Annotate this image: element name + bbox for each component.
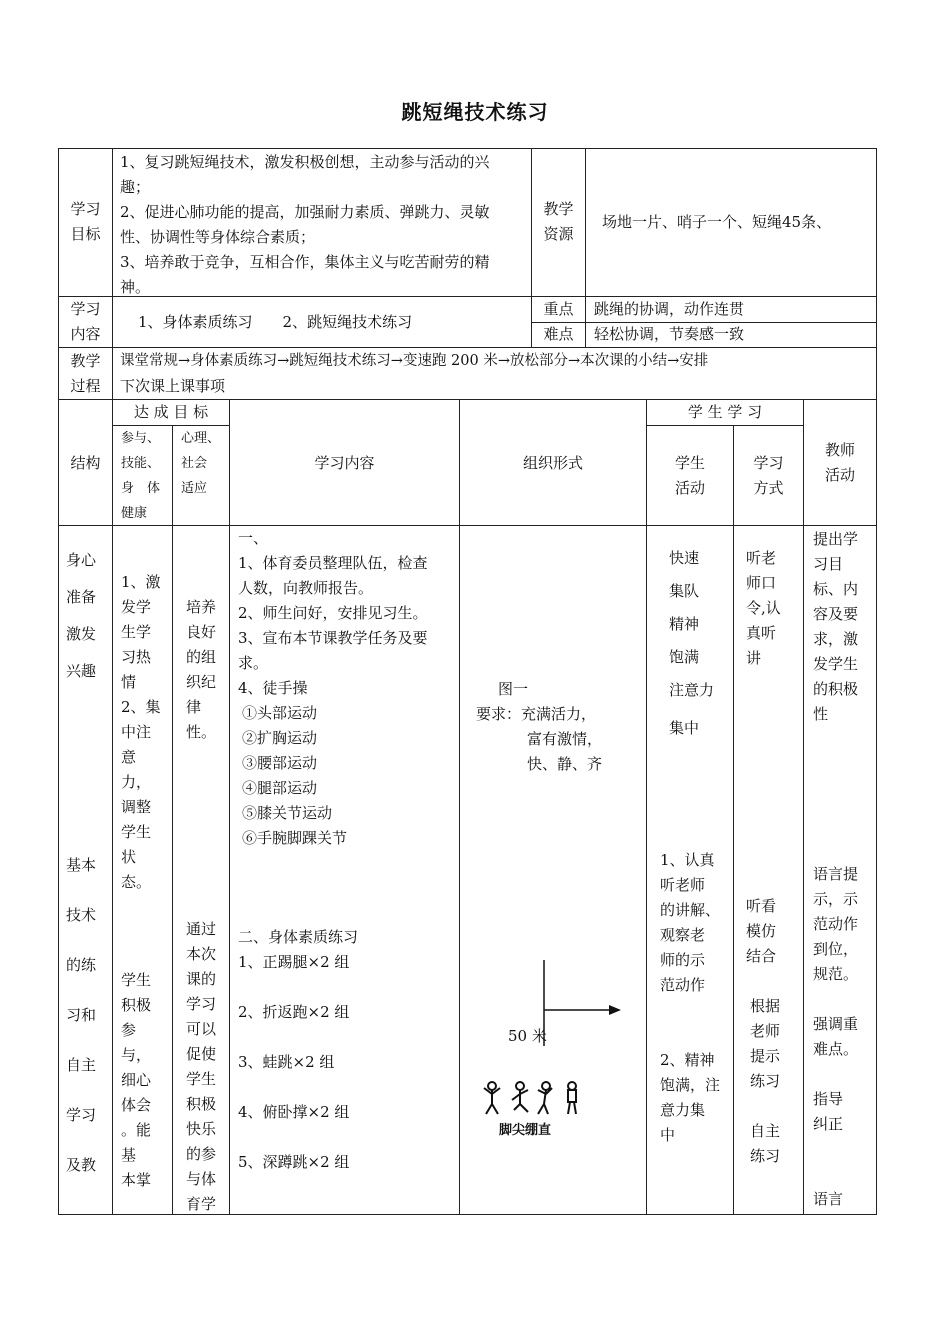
- goal1-b-line: 基: [121, 1146, 137, 1164]
- learning-method-c-line: 根据: [750, 997, 781, 1015]
- goal2-a-line: 织纪: [186, 673, 217, 691]
- student-activity-a-line: 精神: [669, 615, 700, 633]
- goal2-a-line: 的组: [186, 648, 217, 666]
- header-goal2-line: 社会: [181, 456, 208, 471]
- keypoint-label: 重点: [543, 300, 574, 318]
- goal2-a-line: 培养: [186, 598, 217, 616]
- process-line: 下次课上课事项: [120, 377, 226, 395]
- header-student-activity-1: 学生: [674, 454, 705, 472]
- header-goal1-line: 身 体: [121, 481, 161, 496]
- header-learning-method-1: 学习: [753, 454, 784, 472]
- goal2-b-line: 本次: [186, 945, 217, 963]
- learning-method-b-line: 听看: [746, 897, 777, 915]
- goal1-b-line: 本掌: [121, 1171, 152, 1189]
- header-goal1-line: 参与、: [121, 431, 161, 446]
- resources-label-1: 教学: [543, 200, 574, 218]
- goal1-a-line: 意: [121, 748, 137, 766]
- teacher-activity-b-line: 规范。: [813, 965, 859, 983]
- goal1-a-line: 2、集: [121, 698, 161, 716]
- learning-method-a-line: 令,认: [746, 599, 781, 617]
- requirement-line: 快、静、齐: [527, 755, 603, 773]
- goal2-b-line: 课的: [186, 970, 217, 988]
- header-structure: 结构: [70, 454, 101, 472]
- goal1-a-line: 情: [121, 673, 137, 691]
- structure-a-line: 兴趣: [66, 662, 97, 680]
- goal2-b-line: 促使: [186, 1045, 217, 1063]
- content-a-line: 一、: [238, 529, 269, 547]
- teacher-activity-a-line: 标、内: [813, 580, 859, 598]
- student-activity-b-line: 1、认真: [660, 851, 715, 869]
- student-activity-b-line: 2、精神: [660, 1051, 715, 1069]
- goal1-b-line: 学生: [121, 971, 152, 989]
- student-activity-a-line: 饱满: [669, 648, 700, 666]
- structure-a-line: 身心: [66, 551, 97, 569]
- goal1-a-line: 1、激: [121, 573, 161, 591]
- goal1-a-line: 生学: [121, 623, 152, 641]
- student-activity-a-line: 集中: [669, 719, 700, 737]
- objective-line: 3、培养敢于竞争，互相合作，集体主义与吃苦耐劳的精: [120, 253, 490, 271]
- content-text: 1、身体素质练习 2、跳短绳技术练习: [138, 313, 413, 331]
- goal1-b-line: 参: [121, 1021, 137, 1039]
- header-goal2-line: 适应: [181, 481, 208, 496]
- difficulty-text: 轻松协调，节奏感一致: [594, 325, 745, 343]
- goal2-b-line: 积极: [186, 1095, 217, 1113]
- header-organization: 组织形式: [522, 454, 583, 472]
- distance-label: 50 米: [508, 1027, 547, 1045]
- student-activity-a-line: 注意力: [669, 681, 715, 699]
- teacher-activity-c-line: 难点。: [813, 1040, 859, 1058]
- goal1-a-line: 学生: [121, 823, 152, 841]
- student-activity-a-line: 快速: [669, 549, 700, 567]
- teacher-activity-a-line: 求，激: [813, 630, 859, 648]
- goal1-a-line: 习热: [121, 648, 152, 666]
- jump-stick-figures-icon: [480, 1080, 590, 1120]
- content-b-line: 4、俯卧撑×2 组: [238, 1103, 350, 1121]
- structure-b-line: 基本: [66, 856, 97, 874]
- teacher-activity-a-line: 的积极: [813, 680, 859, 698]
- teacher-activity-b-line: 到位，: [813, 940, 859, 958]
- header-learning-method-2: 方式: [753, 479, 784, 497]
- header-student-group: 学 生 学 习: [687, 403, 763, 421]
- content-a-line: 求。: [238, 654, 269, 672]
- figure-label: 图一: [498, 680, 529, 698]
- goal1-a-line: 发学: [121, 598, 152, 616]
- goal2-b-line: 的参: [186, 1145, 217, 1163]
- teacher-activity-a-line: 发学生: [813, 655, 859, 673]
- goal2-b-line: 通过: [186, 920, 217, 938]
- teacher-activity-d-line: 指导: [813, 1090, 844, 1108]
- learning-method-a-line: 真听: [746, 624, 777, 642]
- header-goal1-line: 健康: [121, 506, 148, 521]
- teacher-activity-b-line: 范动作: [813, 915, 859, 933]
- teacher-activity-a-line: 提出学: [813, 530, 859, 548]
- goal1-a-line: 中注: [121, 723, 152, 741]
- resources-text: 场地一片、哨子一个、短绳45条、: [602, 213, 832, 231]
- content-b-line: 1、正踢腿×2 组: [238, 953, 350, 971]
- structure-a-line: 准备: [66, 588, 97, 606]
- goal1-b-line: 。能: [121, 1121, 152, 1139]
- goal2-a-line: 律: [186, 698, 202, 716]
- objective-line: 2、促进心肺功能的提高，加强耐力素质、弹跳力、灵敏: [120, 203, 490, 221]
- header-goal2-line: 心理、: [181, 431, 221, 446]
- objective-line: 趣；: [120, 178, 151, 196]
- goal1-a-line: 调整: [121, 798, 152, 816]
- student-activity-b-line: 饱满，注: [660, 1076, 721, 1094]
- content-a-line: ③腰部运动: [242, 754, 318, 772]
- student-activity-a-line: 集队: [669, 582, 700, 600]
- content-a-line: ②扩胸运动: [242, 729, 318, 747]
- teacher-activity-a-line: 性: [813, 705, 829, 723]
- requirement-line: 富有激情，: [527, 730, 603, 748]
- learning-method-a-line: 师口: [746, 574, 777, 592]
- objectives-label-1: 学习: [70, 200, 101, 218]
- goal1-b-line: 体会: [121, 1096, 152, 1114]
- teacher-activity-a-line: 习目: [813, 555, 844, 573]
- objective-line: 性、协调性等身体综合素质；: [120, 228, 316, 246]
- content-a-line: ①头部运动: [242, 704, 318, 722]
- goal2-b-line: 可以: [186, 1020, 217, 1038]
- header-goal1-line: 技能、: [121, 456, 161, 471]
- structure-b-line: 习和: [66, 1006, 97, 1024]
- learning-method-d-line: 练习: [750, 1147, 781, 1165]
- content-a-line: ⑥手腕脚踝关节: [242, 829, 348, 847]
- requirement-line: 要求：充满活力，: [476, 705, 597, 723]
- structure-a-line: 激发: [66, 625, 97, 643]
- structure-b-line: 技术: [66, 906, 97, 924]
- process-label-2: 过程: [70, 377, 101, 395]
- header-teacher-activity-2: 活动: [824, 466, 855, 484]
- teacher-activity-e-line: 语言: [813, 1190, 844, 1208]
- goal1-a-line: 力，: [121, 773, 152, 791]
- header-learning-content: 学习内容: [314, 454, 375, 472]
- process-label-1: 教学: [70, 352, 101, 370]
- learning-method-c-line: 老师: [750, 1022, 781, 1040]
- goal2-b-line: 育学: [186, 1195, 217, 1213]
- student-activity-b-line: 观察老: [660, 926, 706, 944]
- student-activity-b-line: 听老师: [660, 876, 706, 894]
- structure-b-line: 学习: [66, 1106, 97, 1124]
- goal2-a-line: 良好: [186, 623, 217, 641]
- resources-label-2: 资源: [543, 225, 574, 243]
- content-b-line: 2、折返跑×2 组: [238, 1003, 350, 1021]
- student-activity-b-line: 意力集: [660, 1101, 706, 1119]
- structure-b-line: 自主: [66, 1056, 97, 1074]
- student-activity-b-line: 的讲解、: [660, 901, 721, 919]
- content-a-line: 4、徒手操: [238, 679, 308, 697]
- learning-method-b-line: 结合: [746, 947, 777, 965]
- objectives-label-2: 目标: [70, 225, 101, 243]
- header-student-activity-2: 活动: [674, 479, 705, 497]
- content-a-line: 3、宣布本节课教学任务及要: [238, 629, 428, 647]
- teacher-activity-b-line: 示，示: [813, 890, 859, 908]
- goal1-b-line: 与，: [121, 1046, 152, 1064]
- goal2-b-line: 学生: [186, 1070, 217, 1088]
- run-direction-arrow: [535, 958, 625, 1048]
- teacher-activity-d-line: 纠正: [813, 1115, 844, 1133]
- goal2-b-line: 与体: [186, 1170, 217, 1188]
- goal2-b-line: 快乐: [186, 1120, 217, 1138]
- stick-figure-caption: 脚尖绷直: [499, 1123, 552, 1138]
- content-label-1: 学习: [70, 300, 101, 318]
- content-a-line: 人数，向教师报告。: [238, 579, 374, 597]
- content-a-line: 1、体育委员整理队伍，检查: [238, 554, 428, 572]
- learning-method-d-line: 自主: [750, 1122, 781, 1140]
- learning-method-c-line: 练习: [750, 1072, 781, 1090]
- objective-line: 1、复习跳短绳技术，激发积极创想，主动参与活动的兴: [120, 153, 490, 171]
- content-a-line: ⑤膝关节运动: [242, 804, 333, 822]
- goal1-b-line: 积极: [121, 996, 152, 1014]
- goal1-a-line: 状: [121, 848, 137, 866]
- header-goal-group: 达 成 目 标: [133, 403, 209, 421]
- student-activity-b-line: 范动作: [660, 976, 706, 994]
- learning-method-b-line: 模仿: [746, 922, 777, 940]
- goal1-a-line: 态。: [121, 873, 152, 891]
- learning-method-a-line: 讲: [746, 649, 762, 667]
- keypoint-text: 跳绳的协调，动作连贯: [594, 300, 745, 318]
- structure-b-line: 的练: [66, 956, 97, 974]
- learning-method-c-line: 提示: [750, 1047, 781, 1065]
- learning-method-a-line: 听老: [746, 549, 777, 567]
- teacher-activity-b-line: 语言提: [813, 865, 859, 883]
- teacher-activity-c-line: 强调重: [813, 1015, 859, 1033]
- structure-b-line: 及教: [66, 1156, 97, 1174]
- goal2-b-line: 学习: [186, 995, 217, 1013]
- content-label-2: 内容: [70, 325, 101, 343]
- page-title: 跳短绳技术练习: [401, 100, 549, 124]
- difficulty-label: 难点: [543, 325, 574, 343]
- student-activity-b-line: 中: [660, 1126, 676, 1144]
- content-b-line: 5、深蹲跳×2 组: [238, 1153, 350, 1171]
- content-b-line: 二、身体素质练习: [238, 928, 359, 946]
- content-a-line: ④腿部运动: [242, 779, 318, 797]
- content-b-line: 3、蛙跳×2 组: [238, 1053, 335, 1071]
- header-teacher-activity-1: 教师: [824, 441, 855, 459]
- objective-line: 神。: [120, 278, 151, 296]
- student-activity-b-line: 师的示: [660, 951, 706, 969]
- goal2-a-line: 性。: [186, 723, 217, 741]
- content-a-line: 2、师生问好，安排见习生。: [238, 604, 428, 622]
- goal1-b-line: 细心: [121, 1071, 152, 1089]
- process-line: 课堂常规→身体素质练习→跳短绳技术练习→变速跑 200 米→放松部分→本次课的小结→安排: [120, 353, 709, 369]
- teacher-activity-a-line: 容及要: [813, 605, 859, 623]
